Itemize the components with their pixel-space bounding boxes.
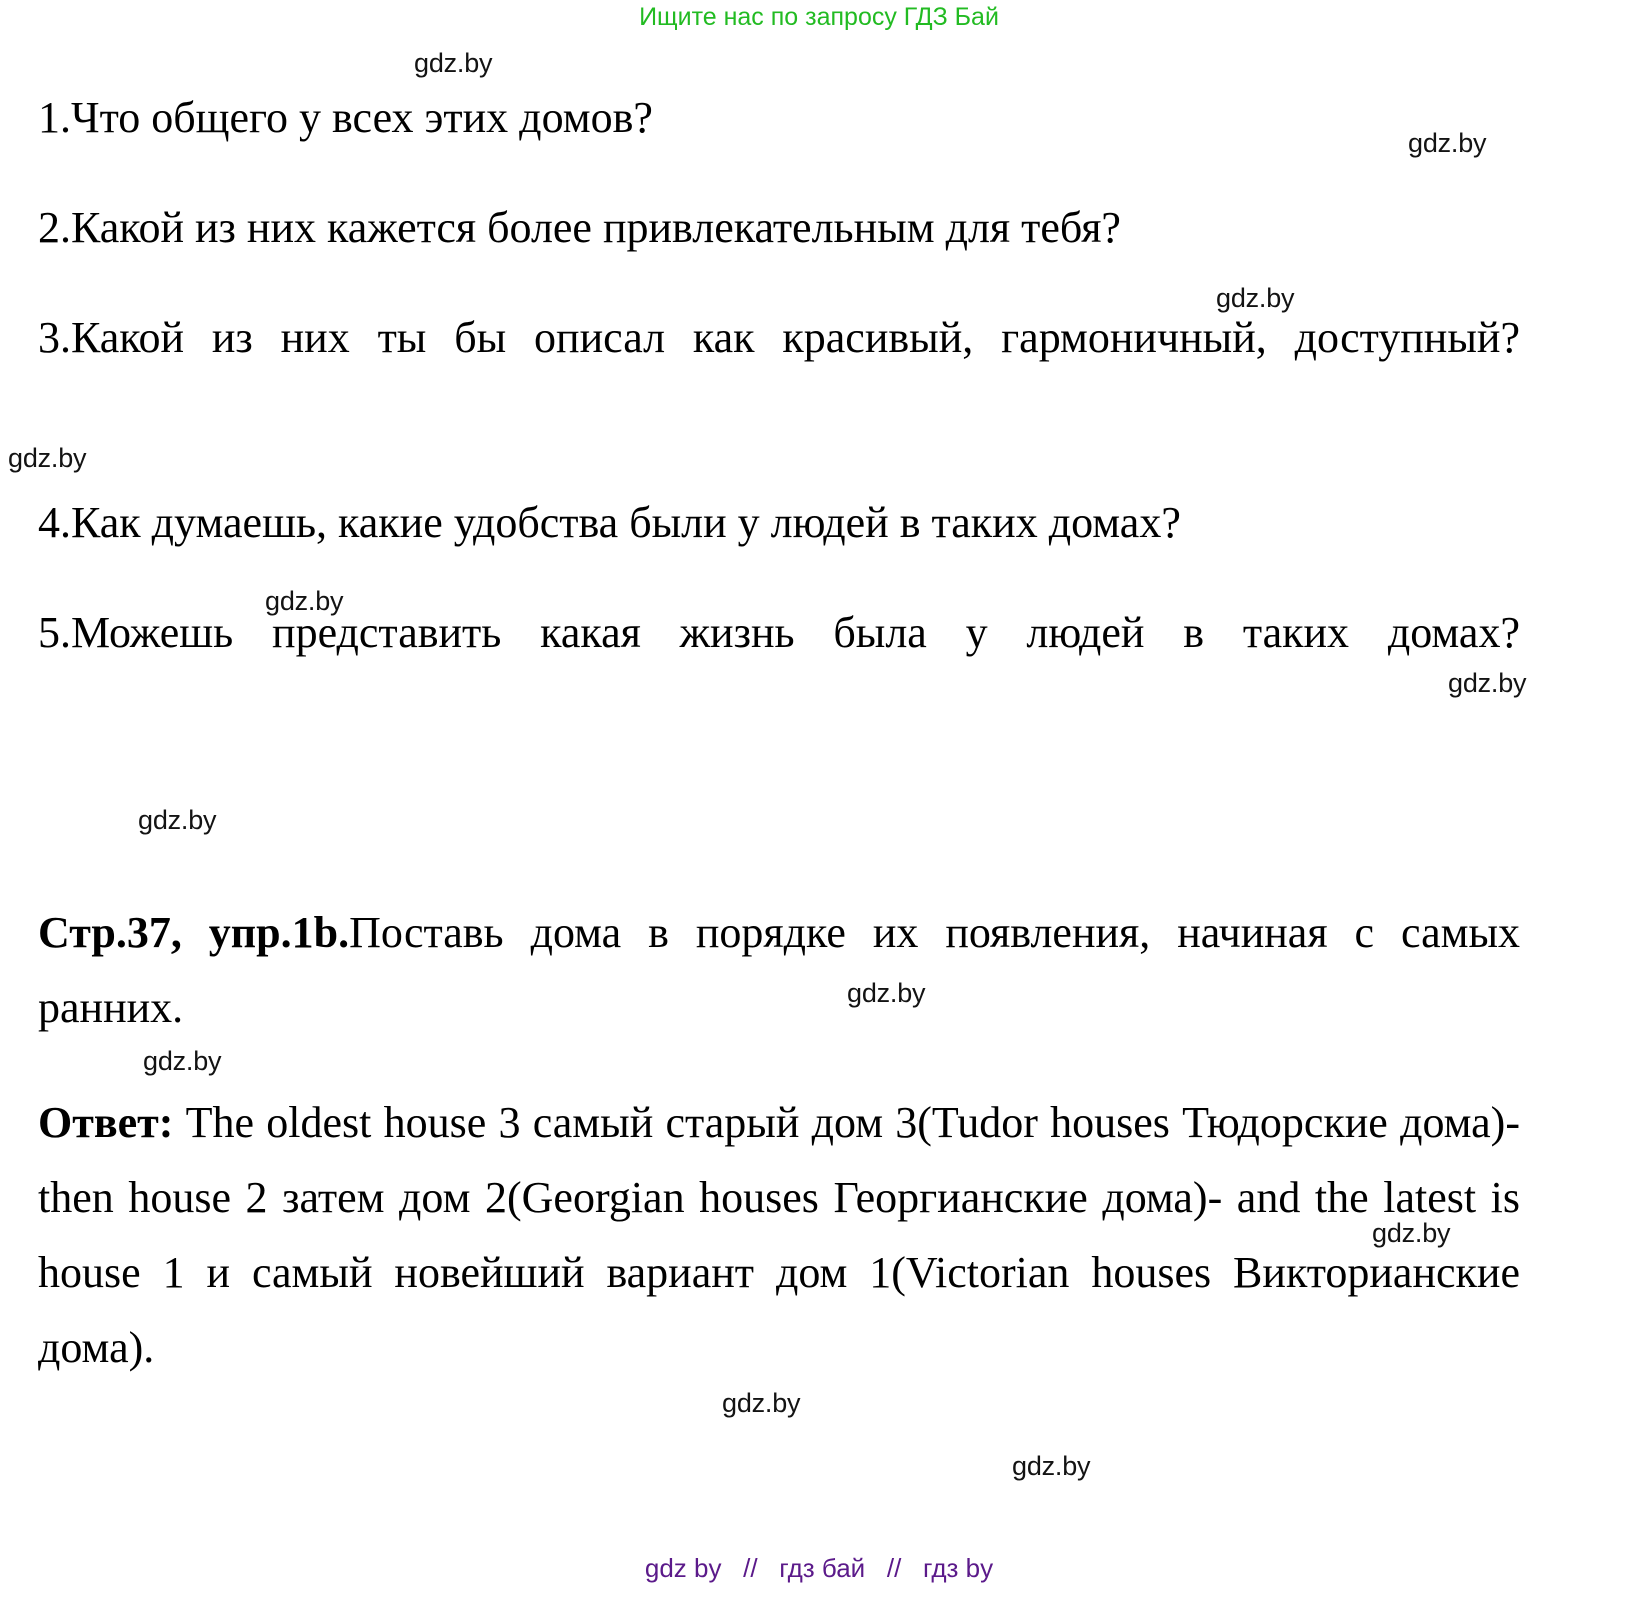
footer-link-gdz-by-mixed[interactable]: гдз by (923, 1553, 994, 1583)
watermark-gdz-by: gdz.by (143, 1046, 222, 1076)
question-2: 2.Какой из них кажется более привлекательным для тебя? (38, 203, 1121, 252)
question-5: 5.Можешь представить какая жизнь была у людей в таких домах? (38, 608, 1520, 657)
watermark-gdz-by: gdz.by (1216, 283, 1295, 313)
watermark-gdz-by: gdz.by (414, 48, 493, 78)
footer-link-gdz-bay-ru[interactable]: гдз бай (779, 1553, 866, 1583)
task-instruction: Поставь дома в порядке их появления, начиная с самых ранних. (38, 908, 1521, 1032)
watermark-gdz-by: gdz.by (1012, 1451, 1091, 1481)
footer-link-gdz-by[interactable]: gdz by (644, 1553, 722, 1583)
question-1: 1.Что общего у всех этих домов? (38, 93, 653, 142)
task-heading: Стр.37, упр.1b. (38, 908, 350, 957)
footer-separator: // (872, 1553, 916, 1583)
question-3: 3.Какой из них ты бы описал как красивый, гармоничный, доступный? (38, 313, 1520, 362)
answer-block (38, 1085, 1520, 1460)
question-4: 4.Как думаешь, какие удобства были у людей в таких домах? (38, 498, 1181, 547)
watermark-gdz-by: gdz.by (1448, 668, 1527, 698)
footer-links (0, 1552, 1638, 1584)
watermark-gdz-by: gdz.by (138, 805, 217, 835)
answer-text: The oldest house 3 самый старый дом 3(Tudor houses Тюдорские дома)- then house 2 затем дом 2(Georgian houses Георгианские дома)- and the latest is house 1 и самый новейший вариант дом 1(Victorian houses Викторианские дома). (38, 1098, 1520, 1372)
promo-banner: Ищите нас по запросу ГДЗ Бай (639, 3, 999, 31)
watermark-gdz-by: gdz.by (847, 978, 926, 1008)
watermark-gdz-by: gdz.by (722, 1388, 801, 1418)
answer-label: Ответ: (38, 1098, 186, 1147)
footer-separator: // (728, 1553, 773, 1583)
watermark-gdz-by: gdz.by (8, 443, 87, 473)
watermark-gdz-by: gdz.by (1408, 128, 1487, 158)
watermark-gdz-by: gdz.by (265, 586, 344, 616)
watermark-gdz-by: gdz.by (1372, 1218, 1451, 1248)
